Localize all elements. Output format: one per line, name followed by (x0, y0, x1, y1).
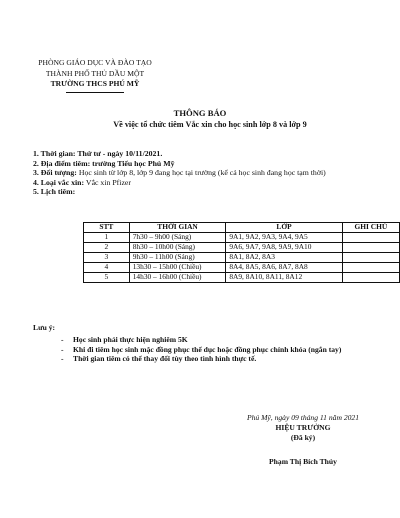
info-time-text: 1. Thời gian: Thứ tư - ngày 10/11/2021. (33, 149, 163, 158)
info-vaccine (33, 178, 378, 188)
table-row (84, 263, 400, 273)
department-name: PHÒNG GIÁO DỤC VÀ ĐÀO TẠO (38, 58, 152, 67)
signature-block (228, 413, 378, 467)
cell-note (342, 273, 399, 283)
cell-classes: 8A9, 8A10, 8A11, 8A12 (226, 273, 342, 283)
schedule-table (83, 222, 400, 283)
info-time (33, 149, 378, 159)
city-name: THÀNH PHỐ THỦ DẦU MỘT (45, 68, 145, 78)
cell-time: 14h30 – 16h00 (Chiều) (129, 273, 226, 283)
col-header-stt: STT (84, 223, 130, 233)
signed-mark: (Đã ký) (290, 433, 316, 442)
info-place (33, 159, 378, 169)
info-schedule-label: 5. Lịch tiêm: (33, 187, 76, 197)
notice-subtitle: Về việc tổ chức tiêm Vắc xin cho học sinh lớp 8 và lớp 9 (113, 120, 307, 129)
notes-section (33, 323, 378, 364)
col-header-classes: LỚP (226, 223, 342, 233)
issuer-header (20, 58, 170, 93)
table-row (84, 253, 400, 263)
cell-time: 7h30 – 9h00 (Sáng) (129, 233, 226, 243)
cell-time: 8h30 – 10h00 (Sáng) (129, 243, 226, 253)
info-vaccine-label: 4. Loại vắc xin: (33, 177, 85, 187)
cell-note (342, 263, 399, 273)
notice-info (33, 149, 378, 197)
cell-stt: 1 (84, 233, 130, 243)
info-vaccine-value: Vắc xin Pfizer (84, 177, 131, 187)
bullet-dash: - (61, 354, 64, 364)
table-row (84, 243, 400, 253)
list-item (33, 354, 378, 363)
signer-name: Phạm Thị Bích Thủy (269, 457, 337, 466)
col-header-note: GHI CHÚ (342, 223, 399, 233)
list-item (33, 345, 378, 354)
cell-stt: 2 (84, 243, 130, 253)
cell-classes: 8A1, 8A2, 8A3 (226, 253, 342, 263)
table-row (84, 273, 400, 283)
cell-note (342, 253, 399, 263)
signer-role: HIỆU TRƯỞNG (275, 423, 331, 432)
info-target-label: 3. Đối tượng: (33, 168, 77, 178)
bullet-dash: - (61, 335, 64, 345)
cell-note (342, 243, 399, 253)
note-text: Học sinh phải thực hiện nghiêm 5K (73, 335, 188, 345)
cell-note (342, 233, 399, 243)
cell-stt: 4 (84, 263, 130, 273)
cell-stt: 5 (84, 273, 130, 283)
bullet-dash: - (61, 344, 64, 354)
notes-list (33, 335, 378, 363)
info-target (33, 168, 378, 178)
cell-time: 13h30 – 15h00 (Chiều) (129, 263, 226, 273)
list-item (33, 335, 378, 344)
info-schedule (33, 187, 378, 197)
cell-classes: 8A4, 8A5, 8A6, 8A7, 8A8 (226, 263, 342, 273)
table-row (84, 233, 400, 243)
cell-stt: 3 (84, 253, 130, 263)
cell-classes: 9A6, 9A7, 9A8, 9A9, 9A10 (226, 243, 342, 253)
note-text: Khi đi tiêm học sinh mặc đồng phục thể dục hoặc đồng phục chính khóa (ngắn tay) (73, 344, 342, 354)
cell-classes: 9A1, 9A2, 9A3, 9A4, 9A5 (226, 233, 342, 243)
header-underline (66, 92, 124, 93)
school-name: TRƯỜNG THCS PHÚ MỸ (50, 79, 140, 88)
note-text: Thời gian tiêm có thể thay đổi tùy theo tình hình thực tế. (73, 354, 257, 364)
notice-title-block (0, 108, 400, 130)
notice-title: THÔNG BÁO (173, 108, 227, 118)
info-place-text: 2. Địa điểm tiêm: trường Tiểu học Phú Mỹ (33, 158, 175, 168)
place-date: Phú Mỹ, ngày 09 tháng 11 năm 2021 (246, 413, 360, 422)
notes-label: Lưu ý: (33, 323, 56, 332)
info-target-value: Học sinh từ lớp 8, lớp 9 đang học tại trường (kể cả học sinh đang học tạm thời) (76, 168, 326, 178)
col-header-time: THỜI GIAN (129, 223, 226, 233)
cell-time: 9h30 – 11h00 (Sáng) (129, 253, 226, 263)
schedule-header-row (84, 223, 400, 233)
